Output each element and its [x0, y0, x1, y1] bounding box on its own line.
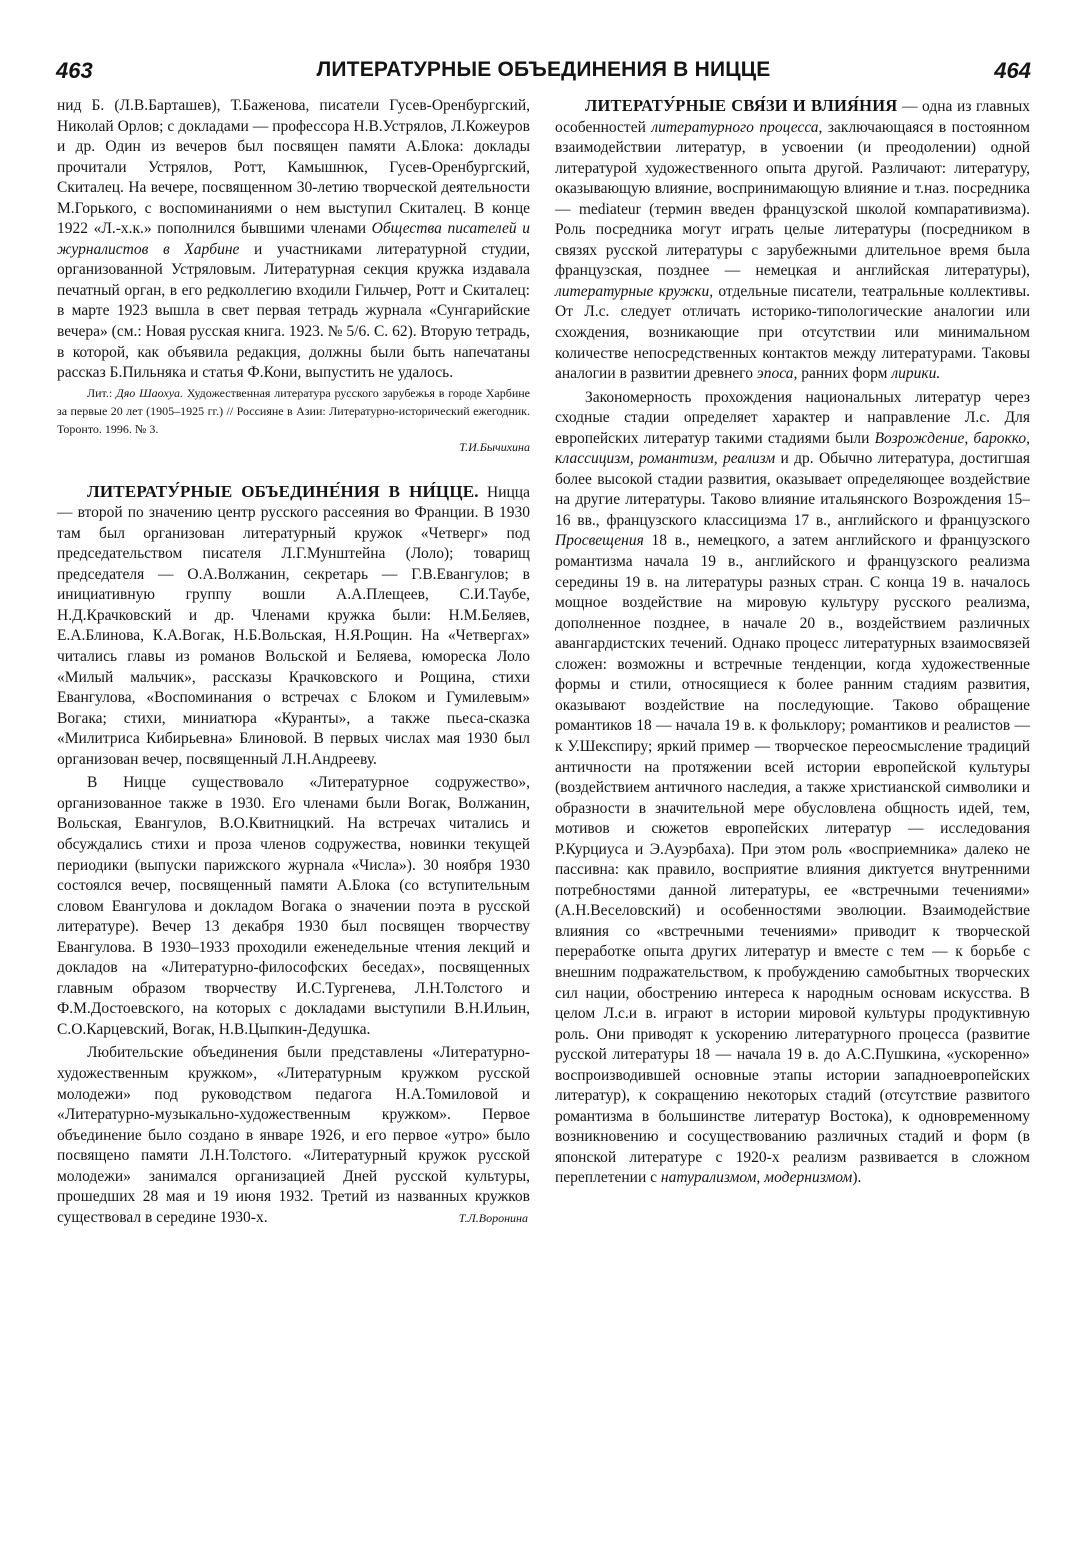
running-title: ЛИТЕРАТУРНЫЕ ОБЪЕДИНЕНИЯ В НИЦЦЕ [316, 58, 771, 81]
author-signature: Т.Л.Воронина [458, 1210, 528, 1225]
page-header [56, 58, 1031, 90]
entry-heading-paragraph: ЛИТЕРАТУ́РНЫЕ ОБЪЕДИНЕ́НИЯ В НИ́ЦЦЕ. Ницца — второй по значению центр русского рассеяния во Франции. В 1930 там был организован литературный кружок «Четверг» под председательством писателя Л.Г.Мунштейна (Лоло); товарищ председателя — О.А.Волжанин, секретарь — Г.В.Евангулов; в инициативную группу вошли А.А.Плещеев, С.И.Таубе, Н.Д.Крачковский и др. Членами кружка были: Н.М.Беляев, Е.А.Блинова, К.А.Вогак, Н.Б.Вольская, Н.Я.Рощин. На «Четвергах» читались главы из романов Вольской и Беляева, юмореска Лоло «Милый мальчик», рассказы Крачковского и Рощина, стихи Евангулова, «Воспоминания о встречах с Блоком и Гумилевым» Вогака; стихи, миниатюра «Куранты», а также пьеса-сказка «Милитриса Кибирьевна» Блиновой. В первых числах мая 1930 был организован вечер, посвященный Л.Н.Андрееву. [57, 481, 530, 768]
page-number-right: 464 [994, 58, 1031, 83]
paragraph: Закономерность прохождения национальных литератур через сходные стадии определяет характер и направление Л.с. Для европейских литератур такими стадиями были Возрождение, барокко, классицизм, романтизм, реализм и др. Обычно литература, достигшая более высокой стадии развития, оказывает определяющее воздействие на другие литературы. Таково влияние итальянского Возрождения 15–16 вв., французского классицизма 17 в., английского и французского Просвещения 18 в., немецкого, а затем английского и французского романтизма начала 19 в., английского и французского реализма середины 19 в. на литературы разных стран. С конца 19 в. началось мощное воздействие на мировую культуру русского реализма, дополненное позднее, в начале 20 в., воздействием различных авангардистских течений. Однако процесс литературных взаимосвязей сложен: возможны и встречные тенденции, когда художественные формы и стили, относящиеся к более ранним стадиям развития, оказывают воздействие на последующие. Таково обращение романтиков 18 — начала 19 в. к фольклору; романтиков и реалистов — к У.Шекспиру; яркий пример — творческое переосмысление традиций античности на протяжении всей истории европейской культуры (воздействием античного наследия, а также христианской символики и образности в значительной мере обусловлена общность идей, тем, мотивов и сюжетов европейских литератур — исследования Р.Курциуса и Э.Ауэрбаха). При этом роль «восприемника» далеко не пассивна: как правило, восприятие влияния диктуется внутренними потребностями данной литературы, ее «встречными течениями» (А.Н.Веселовский) и особенностями эволюции. Взаимодействие влияния со «встречными течениями» приводит к творческой переработке опыта других литератур и вместе с тем — к борьбе с внешним подражательством, к пробуждению самобытных творческих сил нации, обострению интереса к народным основам искусства. В целом Л.с.и в. играют в истории мировой культуры продуктивную роль. Они приводят к ускорению литературного процесса (развитие русской литературы 18 — начала 19 в. до А.С.Пушкина, «ускоренно» воспроизводившей основные этапы истории западноевропейских литератур), к сокращению некоторых стадий (отсутствие развитого романтизма в большинстве литератур Востока), к одновременному возникновению и сосуществованию различных стадий и форм (в японской литературе с 1920-х реализм развивается в сложном переплетении с натурализмом, модернизмом). [555, 388, 1031, 1187]
entry-title: ЛИТЕРАТУ́РНЫЕ СВЯ́ЗИ И ВЛИЯ́НИЯ [585, 96, 898, 115]
page-number-left: 463 [56, 58, 93, 83]
paragraph-continuation: нид Б. (Л.В.Барташев), Т.Баженова, писатели Гусев-Оренбургский, Николай Орлов; с докладами — профессора Н.В.Устрялов, Л.Кожеуров и др. Один из вечеров был посвящен памяти А.Блока: доклады прочитали Устрялов, Ротт, Камышнюк, Гусев-Оренбургский, Скиталец. На вечере, посвященном 30-летию творческой деятельности М.Горького, с воспоминаниями о нем выступил Скиталец. В конце 1922 «Л.-х.к.» пополнился бывшими членами Общества писателей и журналистов в Харбине и участниками литературной студии, организованной Устряловым. Литературная секция кружка издавала печатный орган, в его редколлегию входили Гильчер, Ротт и Скиталец: в марте 1923 вышла в свет первая тетрадь журнала «Сунгарийские вечера» (см.: Новая русская книга. 1923. № 5/6. С. 62). Вторую тетрадь, в которой, как объявила редакция, должны были быть напечатаны рассказ Б.Пильняка и статья Ф.Кони, выпустить не удалось. [57, 97, 530, 382]
entry-title: ЛИТЕРАТУ́РНЫЕ ОБЪЕДИНЕ́НИЯ В НИ́ЦЦЕ. [87, 481, 479, 501]
paragraph: Любительские объединения были представлены «Литературно-художественным кружком», «Литературным кружком русской молодежи» под руководством педагога Н.А.Томиловой и «Литературно-музыкально-художественным кружком». Первое объединение было создано в январе 1926, и его первое «утро» было посвящено памяти Л.Н.Толстого. «Литературный кружок русской молодежи» занимался организацией Дней русской культуры, прошедших 28 мая и 19 июня 1932. Третий из названных кружков существовал в середине 1930-х. Т.Л.Воронина [57, 1043, 530, 1228]
paragraph: В Ницце существовало «Литературное содружество», организованное также в 1930. Его членами были Вогак, Волжанин, Вольская, Евангулов, В.О.Квитницкий. На встречах читались и обсуждались стихи и проза членов содружества, новинки текущей периодики (выпуски парижского журнала «Числа»). 30 ноября 1930 состоялся вечер, посвященный памяти А.Блока (со вступительным словом Евангулова и докладом Вогака о значении поэта в русской литературе). Вечер 13 декабря 1930 был посвящен творчеству Евангулова. В 1930–1933 проходили еженедельные чтения лекций и докладов на «Литературно-философских беседах», посвященных главным образом творчеству И.С.Тургенева, Л.Н.Толстого и Ф.М.Достоевского, на которых с докладами выступили В.Н.Ильин, С.О.Карцевский, Вогак, Н.В.Цыпкин-Дедушка. [57, 774, 530, 1038]
literature-reference: Лит.: Дяо Шаохуа. Художественная литература русского зарубежья в городе Харбине за первые 20 лет (1905–1925 гг.) // Россияне в Азии: Литературно-исторический ежегодник. Торонто. 1996. № 3. [57, 385, 530, 436]
left-column [57, 96, 530, 1228]
entry-heading-paragraph: ЛИТЕРАТУ́РНЫЕ СВЯ́ЗИ И ВЛИЯ́НИЯ — одна из главных особенностей литературного процесса, заключающаяся в постоянном взаимодействии литератур, в усвоении (и преодолении) одной литературой художественного опыта другой. Различают: литературу, оказывающую влияние, воспринимающую влияние и т.наз. посредника — mediateur (термин введен французской школой компаративизма). Роль посредника могут играть целые литературы (посредником в связях русской литературы с зарубежными длительное время была французская, позднее — немецкая и английская литературы), литературные кружки, отдельные писатели, театральные коллективы. От Л.с. следует отличать историко-типологические аналогии или схождения, возникающие при отсутствии или минимальном количестве непосредственных контактов между литературами. Таковы аналогии в развитии древнего эпоса, ранних форм лирики. [555, 96, 1030, 383]
right-column [555, 96, 1030, 1189]
cross-reference: Общества писателей и журналистов в Харбине [57, 220, 530, 258]
author-signature: Т.И.Бычихина [459, 439, 530, 454]
